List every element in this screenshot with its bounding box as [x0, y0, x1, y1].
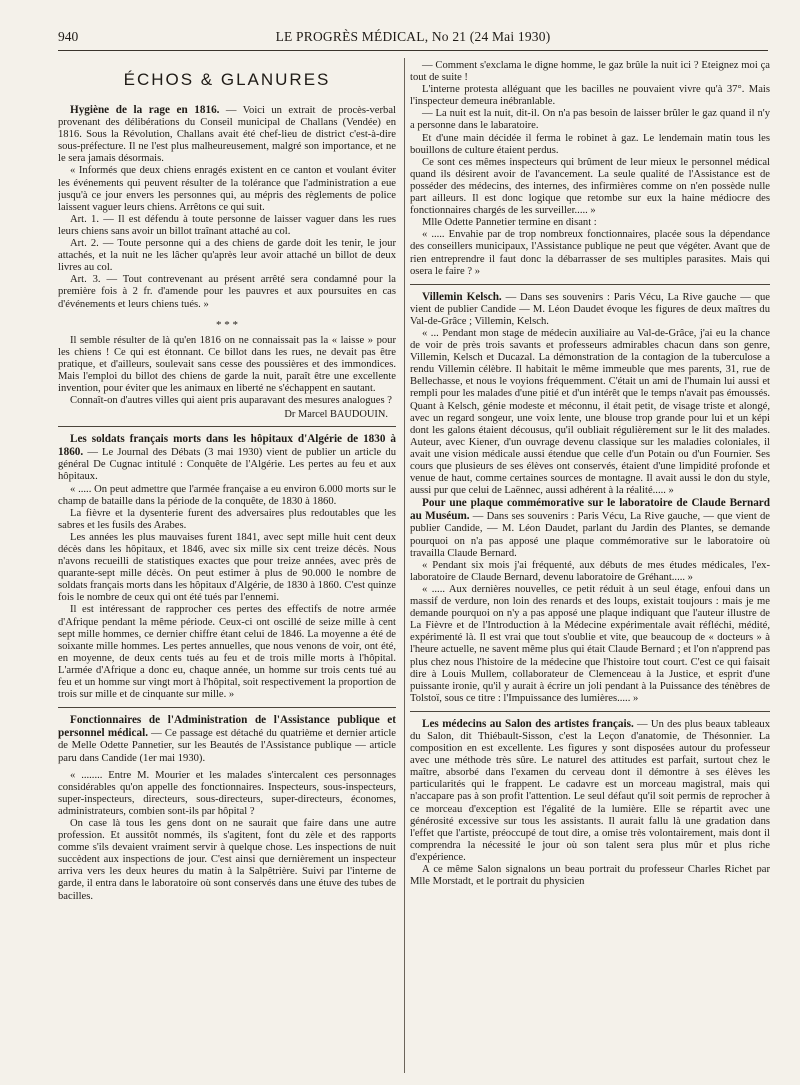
paragraph: « ..... Envahie par de trop nombreux fonctionnaires, placée sous la dépendance des conseillers municipaux, l'Assistance publique ne peut que végéter. Avant que de rien entreprendre il faut donc la débarrasser de ses multiples parasites. Mais qui osera le faire ? »: [410, 229, 770, 277]
right-column: [410, 60, 770, 1080]
paragraph: « ... Pendant mon stage de médecin auxiliaire au Val-de-Grâce, j'ai eu la chance de voir de près trois savants et professeurs admirables chacun dans son genre, Villemin, Kelsch et Ducazal. La démonstration de la contagion de la tuberculose a rendu Villemin célèbre. Il habitait le même immeuble que mes parents, 31, rue de Bellechasse, et nous le voyions fréquemment. C'était un ami de l'humain lui aussi et rempli pour les malades d'une pitié et d'un intérêt que le temps n'avait pas émoussés. Quant à Kelsch, génie modeste et méconnu, il était petit, de visage triste et alongé, avec un regard songeur, une voix lente, une blouse trop grande pour lui et un képi dont les galons étaient décousus, qu'il oubliait régulièrement sur le lit des malades. Auteur, avec Kiener, d'un ouvrage devenu classique sur les maladies coloniales, il avait une vision médicale aussi étendue que celle d'un Potain ou d'un Fournier. Ses cours que plusieurs de ses élèves ont conservés, étaient d'une limpidité profonde et venue de haut, comme certaines sources de montagne. Il avait aussi le don du style, aussi pur que celui de Laënnec, aussi adhérent à la réalité..... »: [410, 327, 770, 497]
article-villemin-intro: Villemin Kelsch. — Dans ses souvenirs : Paris Vécu, La Rive gauche — que vient de publier Candide — M. Léon Daudet évoque les figures de deux maîtres du Val-de-Grâce ; Villemin, Kelsch.: [410, 290, 770, 327]
article-title-fonctionnaires: Fonctionnaires de l'Administration de l'Assistance publique et personnel médical.: [58, 714, 396, 740]
article-title-hygiene: Hygiène de la rage en 1816.: [70, 104, 220, 116]
paragraph: L'interne protesta alléguant que les bacilles ne pouvaient vivre qu'à 37°. Mais l'inspecteur demeura inébranlable.: [410, 84, 770, 108]
article-separator: [58, 707, 396, 708]
paragraph: La fièvre et la dysenterie furent des adversaires plus redoutables que les sabres et les fusils des Arabes.: [58, 507, 396, 531]
left-column: [58, 60, 396, 1080]
asterism: * * *: [216, 318, 238, 331]
article-title-villemin: Villemin Kelsch.: [422, 290, 502, 303]
paragraph: Art. 2. — Toute personne qui a des chiens de garde doit les tenir, le jour attachés, et la nuit ne les lâcher qu'après leur avoir attaché un billot de deux livres au col.: [58, 238, 396, 274]
header-rule: [58, 50, 768, 51]
article-separator: [58, 426, 396, 427]
paragraph: On case là tous les gens dont on ne saurait que faire dans une autre profession. Et aussitôt nommés, ils s'agitent, font du zèle et des rapports comme s'ils devaient vraiment servir à quelque chose. Les inspections de nuit succèdent aux inspections de jour. C'est ainsi que dernièrement un inspecteur arriva vers les deux heures du matin à la Salpêtrière. Suivi par l'interne de garde, il entra dans le laboratoire où sont conservés dans une étuve des tubes de bacilles.: [58, 817, 396, 902]
paragraph: Mlle Odette Pannetier termine en disant :: [422, 217, 597, 229]
paragraph: « Informés que deux chiens enragés existent en ce canton et voulant éviter les événements qui peuvent résulter de la tolérance que l'administration a eue jusqu'à ce jour envers les personnes qui, au mépris des règlements de police laissent vaguer leurs chiens. Arrêtons ce qui suit.: [58, 165, 396, 213]
author-signature: Dr Marcel BAUDOUIN.: [284, 409, 388, 421]
paragraph: « ........ Entre M. Mourier et les malades s'intercalent ces personnages considérables qu'on appelle des fonctionnaires. Inspecteurs, sous-inspecteurs, super-inspecteurs, directeurs, sous-directeurs, super-directeurs, économes, administrateurs, combien sont-ils par hôpital ?: [58, 769, 396, 817]
article-separator: [410, 711, 770, 712]
paragraph: Et d'une main décidée il ferma le robinet à gaz. Le lendemain matin tous les bouillons de culture étaient perdus.: [410, 132, 770, 156]
article-title-soldats: Les soldats français morts dans les hôpitaux d'Algérie de 1830 à 1860.: [58, 433, 396, 459]
paragraph: Ce sont ces mêmes inspecteurs qui brûment de leur mieux le personnel médical quand ils désirent avoir de l'avancement. La seule qualité de l'Assistance est de posséder des médecins, des internes, des infirmières comme on n'en possède nulle part ailleurs. Il est donc logique que retombe sur eux la haine médiocre des fonctionnaires chargés de les surveiller..... »: [410, 156, 770, 217]
paragraph: « ..... On peut admettre que l'armée française a eu environ 6.000 morts sur le champ de bataille dans la période de la conquête, de 1830 à 1860.: [58, 483, 396, 507]
page-number: 940: [58, 29, 79, 44]
paragraph: — La nuit est la nuit, dit-il. On n'a pas besoin de laisser brûler le gaz quand il n'y a personne dans le labaratoire.: [410, 108, 770, 132]
paragraph: Les années les plus mauvaises furent 1841, avec sept mille huit cent deux décès dans les hôpitaux, et 1846, avec six mille six cent treize décès. Nous n'avons recueilli de statistiques exactes que pour treize années, avec près de quarante-sept mille décès. On peut estimer à plus de 90.000 le nombre de soldats français morts dans les hôpitaux d'Algérie, de 1830 à 1860. C'est quinze fois le nombre de ceux qui ont été tués par l'ennemi.: [58, 531, 396, 604]
column-divider: [404, 58, 405, 1073]
paragraph: A ce même Salon signalons un beau portrait du professeur Charles Richet par Mlle Morstadt, et le portrait du physicien: [410, 864, 770, 888]
paragraph: Connaît-on d'autres villes qui aient pris auparavant des mesures analogues ?: [70, 395, 392, 407]
article-hygiene-intro: Hygiène de la rage en 1816. — Voici un extrait de procès-verbal provenant des délibérations du Conseil municipal de Challans (Vendée) en 1816. Sous la Révolution, Challans avait été chef-lieu de district c'est-à-dire sous-préfecture. Il ne l'est plus malheureusement, malgré son importance, et ne le sera jamais désormais.: [58, 104, 396, 165]
article-soldats-intro: Les soldats français morts dans les hôpitaux d'Algérie de 1830 à 1860. — Le Journal des Débats (3 mai 1930) vient de publier un article du général De Cugnac intitulé : Conquête de l'Algérie. Les pertes au feu et aux hôpitaux.: [58, 433, 396, 483]
paragraph: Art. 3. — Tout contrevenant au présent arrêté sera condamné pour la première fois à 2 fr. d'amende pour les pauvres et aux poursuites en cas d'événements et leurs chiens tués. »: [58, 274, 396, 310]
paragraph: — Comment s'exclama le digne homme, le gaz brûle la nuit ici ? Eteignez moi ça tout de suite !: [410, 60, 770, 84]
paragraph: Art. 1. — Il est défendu à toute personne de laisser vaguer dans les rues leurs chiens sans avoir un billot traînant attaché au col.: [58, 213, 396, 237]
paragraph: « ..... Aux dernières nouvelles, ce petit réduit à un seul étage, enfoui dans un massif de verdure, non loin des renards et des loups, existait toujours : mais je me demande pourquoi on n'y a pas apposé une plaque indiquant que l'auteur illustre de La Fièvre et de l'Introduction à la Médecine expérimentale avait réfléchi, médité, expérimenté là. Il est vrai que tout s'oublie et vite, que beaucoup de « docteurs » à l'heure actuelle, ne savent même plus qui était Claude Bernard ; et l'on n'apprend pas plus chez nous l'histoire de la médecine que l'histoire tout court. C'est ce qui faisait dire à Louis Mullem, collaborateur de Clemenceau à la Justice, et esprit d'une puissante ironie, qu'il y aurait à écrire un joli pendant à la Puissance des ténèbres de Tolstoï, sous ce titre : l'Impuissance des lumières..... »: [410, 583, 770, 704]
article-salon-intro: Les médecins au Salon des artistes français. — Un des plus beaux tableaux du Salon, dit Thiébault-Sisson, c'est la Leçon d'anatomie, de Thésonnier. La composition en est excellente. Les figures y sont disposées autour du professeur avec une méthode très sûre. Le naturel des attitudes est parfait, surtout chez le maître, absorbé dans l'examen du cerveau dont il démontre à ses élèves les particularités qui le frappent. Le cadavre est un morceau magistral, mais qui n'accapare pas à son profit l'attention. Le seul défaut qu'il soit permis de reprocher à ce morceau d'exception est l'égalité de la lumière. Elle se répartit avec une générosité excessive sur tous les assistants. Il aurait fallu là une gradation dans l'effet que l'artiste, préoccupé de tout dire, a omise très volontairement, mais dont il comprendra la nécessité le jour où son talent sera plus mûr et plus riche d'expérience.: [410, 717, 770, 863]
article-title-plaque: Pour une plaque commémorative sur le laboratoire de Claude Bernard au Muséum.: [410, 497, 770, 523]
article-fonctionnaires-intro: Fonctionnaires de l'Administration de l'Assistance publique et personnel médical. — Ce passage est détaché du quatrième et dernier article de Melle Odette Pannetier, sur les Beautés de l'Assistance publique — article paru dans Candide (1er mai 1930).: [58, 714, 396, 764]
paragraph: Il semble résulter de là qu'en 1816 on ne connaissait pas la « laisse » pour les chiens ! Ce qui est étonnant. Ce billot dans les rues, ne devait pas être pratique, et d'ailleurs, soulevait sans cesse des poussières et des immondices. Mais l'emploi du billot des chiens de garde la nuit, paraît être une excellente invention, pour éviter que les animaux en liberté ne s'échappent en sautant.: [58, 334, 396, 394]
running-header: [58, 29, 768, 47]
running-title: LE PROGRÈS MÉDICAL, No 21 (24 Mai 1930): [275, 29, 551, 44]
paragraph: Il est intéressant de rapprocher ces pertes des effectifs de notre armée d'Afrique pendant la même période. Ceux-ci ont oscillé de seize mille à cent sept mille hommes, ce dernier chiffre étant celui de 1846. La moyenne a été de soixante mille hommes. Les pertes annuelles, que nous venons de voir, ont été, en moyenne, de deux cents tués au feu et de trois mille morts à l'hôpital. L'armée d'Afrique a donc eu, chaque année, un homme sur trois cents tué au feu et un homme sur vingt mort à l'hôpital, soit respectivement la proportion de trois sur mille et de cinquante sur mille. »: [58, 604, 396, 701]
paragraph: « Pendant six mois j'ai fréquenté, aux débuts de mes études médicales, l'ex-laboratoire de Claude Bernard, devenu laboratoire de Gréhant..... »: [410, 559, 770, 583]
article-title-salon: Les médecins au Salon des artistes français.: [422, 717, 634, 730]
section-title: ÉCHOS & GLANURES: [123, 70, 331, 89]
article-separator: [410, 284, 770, 285]
article-plaque-intro: Pour une plaque commémorative sur le laboratoire de Claude Bernard au Muséum. — Dans ses souvenirs : Paris Vécu, La Rive gauche, — que vient de publier Candide, — M. Léon Daudet, parlant du Jardin des Plantes, se demande pourquoi on n'a pas apposé une plaque commémorative sur le laboratoire où travailla Claude Bernard.: [410, 497, 770, 559]
